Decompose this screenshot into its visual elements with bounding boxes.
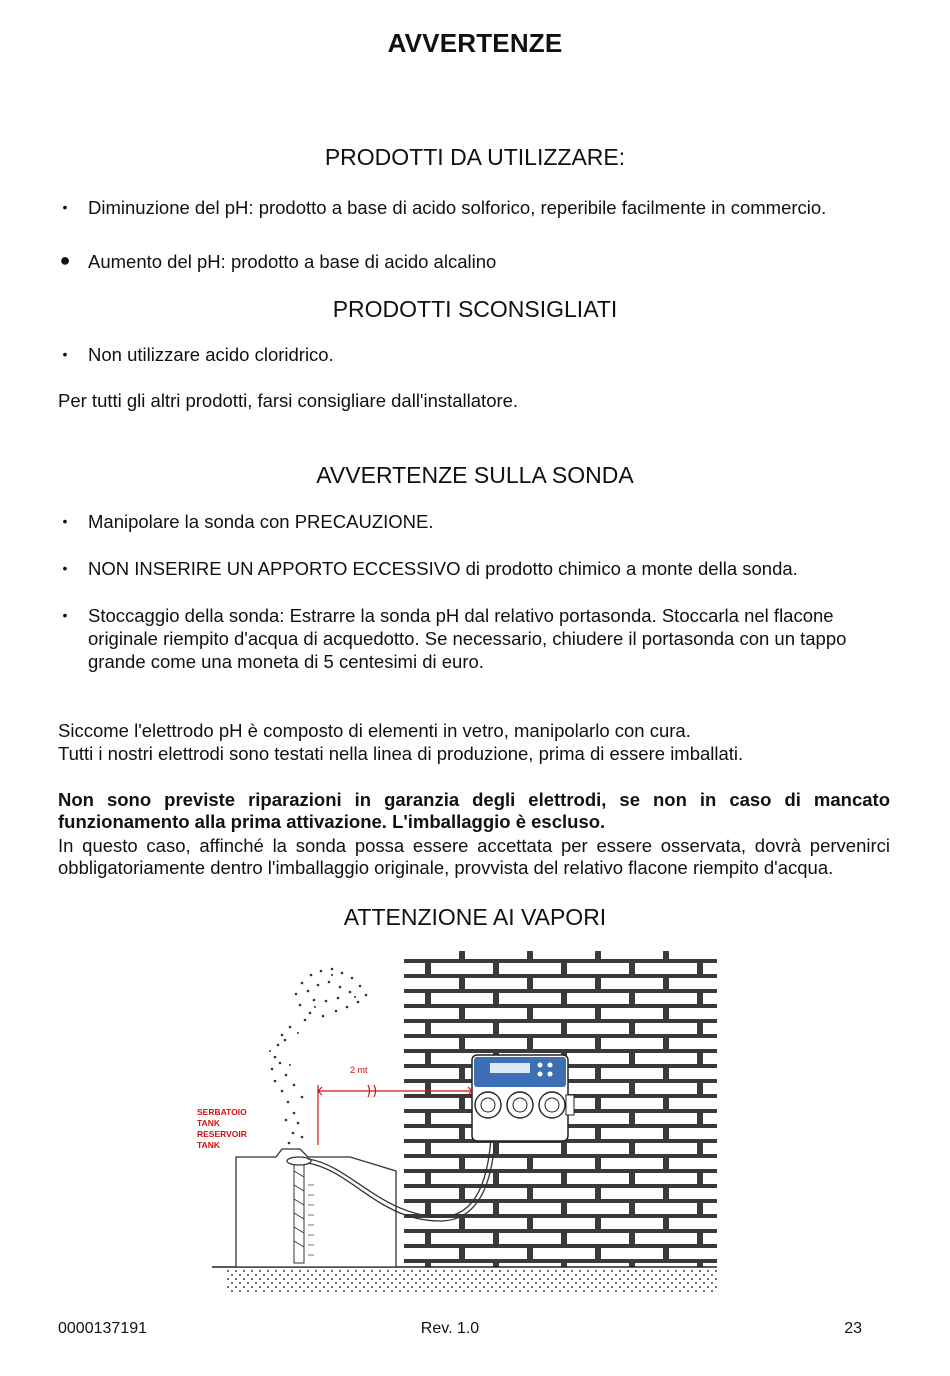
- page-number: 23: [844, 1320, 862, 1337]
- bullet-icon: •: [62, 607, 68, 623]
- list-item: [58, 343, 918, 367]
- tank-label: RESERVOIR: [197, 1129, 247, 1139]
- list-item-text: NON INSERIRE UN APPORTO ECCESSIVO di prodotto chimico a monte della sonda.: [88, 558, 798, 579]
- tank-label: TANK: [197, 1118, 220, 1128]
- installer-note: Per tutti gli altri prodotti, farsi consigliare dall'installatore.: [58, 390, 519, 411]
- distance-label: 2 mt: [350, 1065, 368, 1075]
- heading-vapori: ATTENZIONE AI VAPORI: [343, 904, 607, 930]
- list-item-text: Stoccaggio della sonda: Estrarre la sonda pH dal relativo portasonda. Stoccarla nel flacone originale riempito d'acqua di acquedotto. Se necessario, chiudere il portasonda con un tappo grande come una moneta di 5 centesimi di euro.: [88, 605, 847, 672]
- dosing-pump-device: [472, 1055, 574, 1141]
- tank-label: TANK: [197, 1140, 220, 1150]
- heading-sonda: AVVERTENZE SULLA SONDA: [316, 462, 634, 488]
- list-item: [58, 250, 918, 274]
- electrode-line-2: Tutti i nostri elettrodi sono testati nella linea di produzione, prima di essere imballati.: [58, 743, 744, 764]
- revision: Rev. 1.0: [420, 1320, 480, 1337]
- bullet-icon: •: [62, 513, 68, 529]
- return-conditions: In questo caso, affinché la sonda possa essere accettata per essere osservata, dovrà pervenirci obbligatoriamente dentro l'imballaggio originale, provvista del relativo flacone riempito d'acqua.: [58, 835, 890, 878]
- bullet-icon: ●: [59, 250, 71, 270]
- list-item: [58, 510, 918, 534]
- bullet-icon: •: [62, 560, 68, 576]
- heading-prodotti-utilizzare: PRODOTTI DA UTILIZZARE:: [324, 144, 626, 170]
- tank: [236, 1149, 396, 1267]
- tank-label: SERBATOIO: [197, 1107, 247, 1117]
- tank-labels: [197, 1107, 247, 1150]
- list-item-text: Non utilizzare acido cloridrico.: [88, 344, 334, 365]
- bullet-icon: •: [62, 346, 68, 362]
- document-code: 0000137191: [58, 1320, 147, 1337]
- heading-prodotti-sconsigliati: PRODOTTI SCONSIGLIATI: [332, 296, 618, 322]
- bullet-icon: •: [62, 199, 68, 215]
- list-item-text: Diminuzione del pH: prodotto a base di acido solforico, reperibile facilmente in commercio.: [88, 197, 827, 218]
- page-title: AVVERTENZE: [387, 28, 563, 58]
- list-item-text: Manipolare la sonda con PRECAUZIONE.: [88, 511, 434, 532]
- vapor-illustration: [190, 945, 730, 1300]
- electrode-line-1: Siccome l'elettrodo pH è composto di elementi in vetro, manipolarlo con cura.: [58, 720, 691, 741]
- list-item: [58, 604, 918, 676]
- warranty-notice: Non sono previste riparazioni in garanzia degli elettrodi, se non in caso di mancato funzionamento alla prima attivazione. L'imballaggio è escluso.: [58, 789, 890, 832]
- list-item-text: Aumento del pH: prodotto a base di acido alcalino: [88, 251, 497, 272]
- list-item: [58, 196, 918, 220]
- ground-gravel: [226, 1269, 717, 1293]
- probe: [294, 1163, 304, 1263]
- list-item: [58, 557, 918, 581]
